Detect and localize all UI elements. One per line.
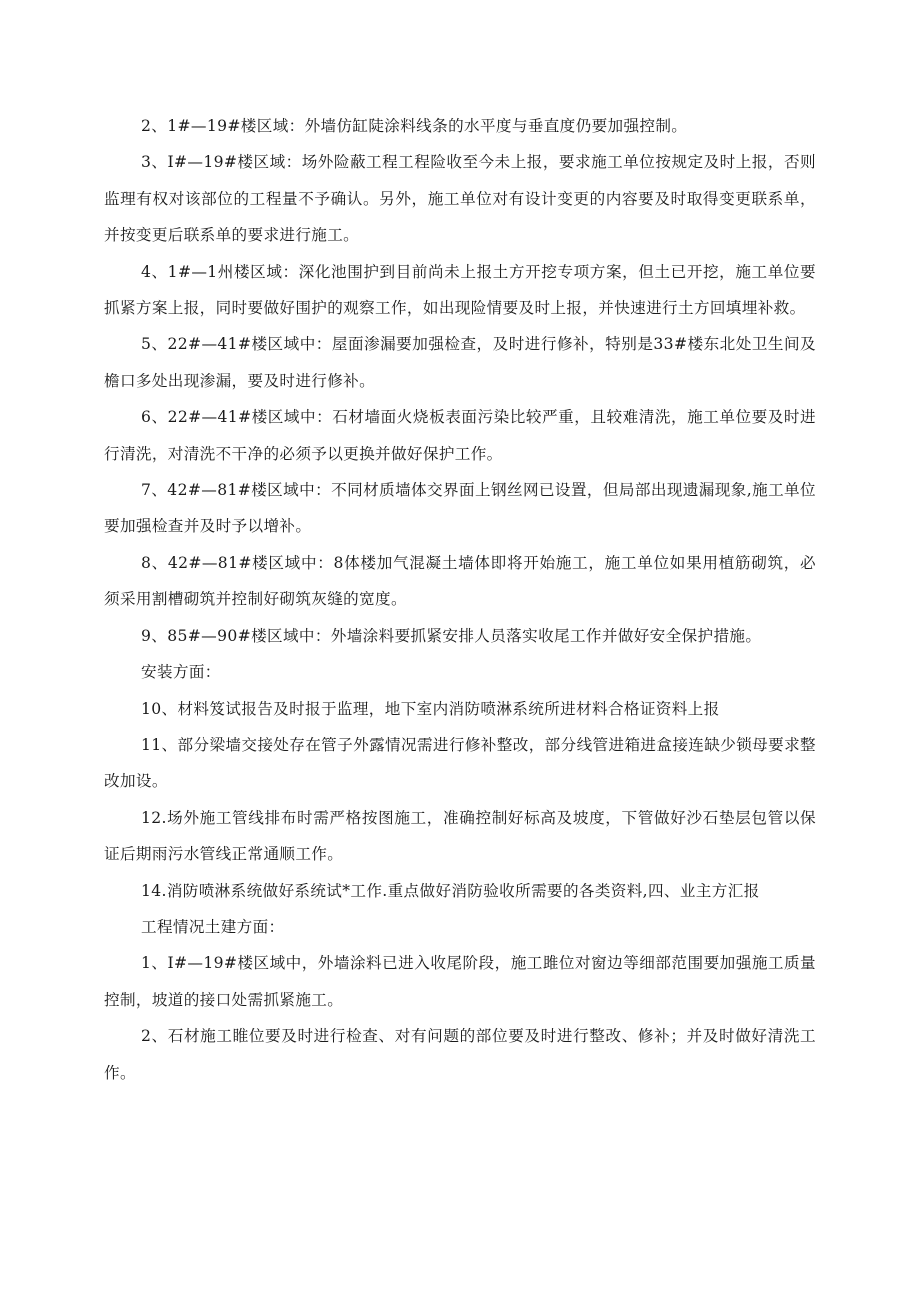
section-heading-installation: 安装方面： <box>141 663 221 682</box>
paragraph-item-8-aerated-concrete: 8、42#—81#楼区域中：8体楼加气混凝土墙体即将开始施工，施工单位如果用植筋砌筑，必须采用割槽砌筑并控制好砌筑灰缝的宽度。 <box>104 553 816 609</box>
paragraph-item-11-exposed-pipes: 11、部分梁墙交接处存在管子外露情况需进行修补整改，部分线管进箱进盒接连缺少锁母要求整改加设。 <box>104 735 816 791</box>
paragraph-owner-item-1-exterior-paint: 1、I#—19#楼区域中，外墙涂料已进入收尾阶段，施工雎位对窗边等细部范围要加强施工质量控制，坡道的接口处需抓紧施工。 <box>104 954 816 1009</box>
paragraph-item-12-pipeline-layout: 12.场外施工管线排布时需严格按图施工，准确控制好标高及坡度，下管做好沙石垫层包管以保证后期雨污水管线正常通顺工作。 <box>104 808 816 864</box>
paragraph-owner-item-2-stone-works: 2、石材施工睢位要及时进行检查、对有问题的部位要及时进行整改、修补；并及时做好清洗工作。 <box>104 1027 816 1082</box>
paragraph-item-9-exterior-paint-finish: 9、85#—90#楼区域中：外墙涂料要抓紧安排人员落实收尾工作并做好安全保护措施。 <box>141 626 762 645</box>
paragraph-item-6-stone-wall-cleaning: 6、22#—41#楼区域中：石材墙面火烧板表面污染比较严重，且较难清洗，施工单位要及时进行清洗，对清洗不干净的必须予以更换并做好保护工作。 <box>104 408 816 463</box>
paragraph-item-7-wire-mesh: 7、42#—81#楼区域中：不同材质墙体交界面上钢丝网已设置，但局部出现遗漏现象,施工单位要加强检查并及时予以增补。 <box>104 481 816 536</box>
paragraph-item-5-roof-leakage: 5、22#—41#楼区域中：屋面渗漏要加强检查，及时进行修补，特别是33#楼东北处卫生间及檐口多处出现渗漏，要及时进行修补。 <box>104 335 816 390</box>
paragraph-item-10-material-reports: 10、材料笈试报告及时报于监理，地下室内消防喷淋系统所进材料合格证资料上报 <box>141 699 720 718</box>
paragraph-item-4-tank-excavation: 4、1#—1州楼区域：深化池围护到目前尚未上报土方开挖专项方案，但土已开挖，施工单位要抓紧方案上报，同时要做好围护的观察工作，如出现险情要及时上报，并快速进行土方回填埋补救。 <box>104 262 816 318</box>
paragraph-item-2-exterior-paint-lines: 2、1#—19#楼区域：外墙仿缸陡涂料线条的水平度与垂直度仍要加强控制。 <box>141 117 688 135</box>
section-heading-civil-works: 工程情况土建方面： <box>141 917 285 936</box>
paragraph-item-14-sprinkler-testing: 14.消防喷淋系统做好系统试*工作.重点做好消防验收所需要的各类资料,四、业主方汇报 <box>141 881 760 900</box>
document-page <box>104 108 816 1091</box>
paragraph-item-3-concealed-works: 3、I#—19#楼区域：场外险蔽工程工程险收至今未上报，要求施工单位按规定及时上报，否则监理有权对该部位的工程量不予确认。另外，施工单位对有设计变更的内容要及时取得变更联系单，并按变更后联系单的要求进行施工。 <box>104 153 816 245</box>
